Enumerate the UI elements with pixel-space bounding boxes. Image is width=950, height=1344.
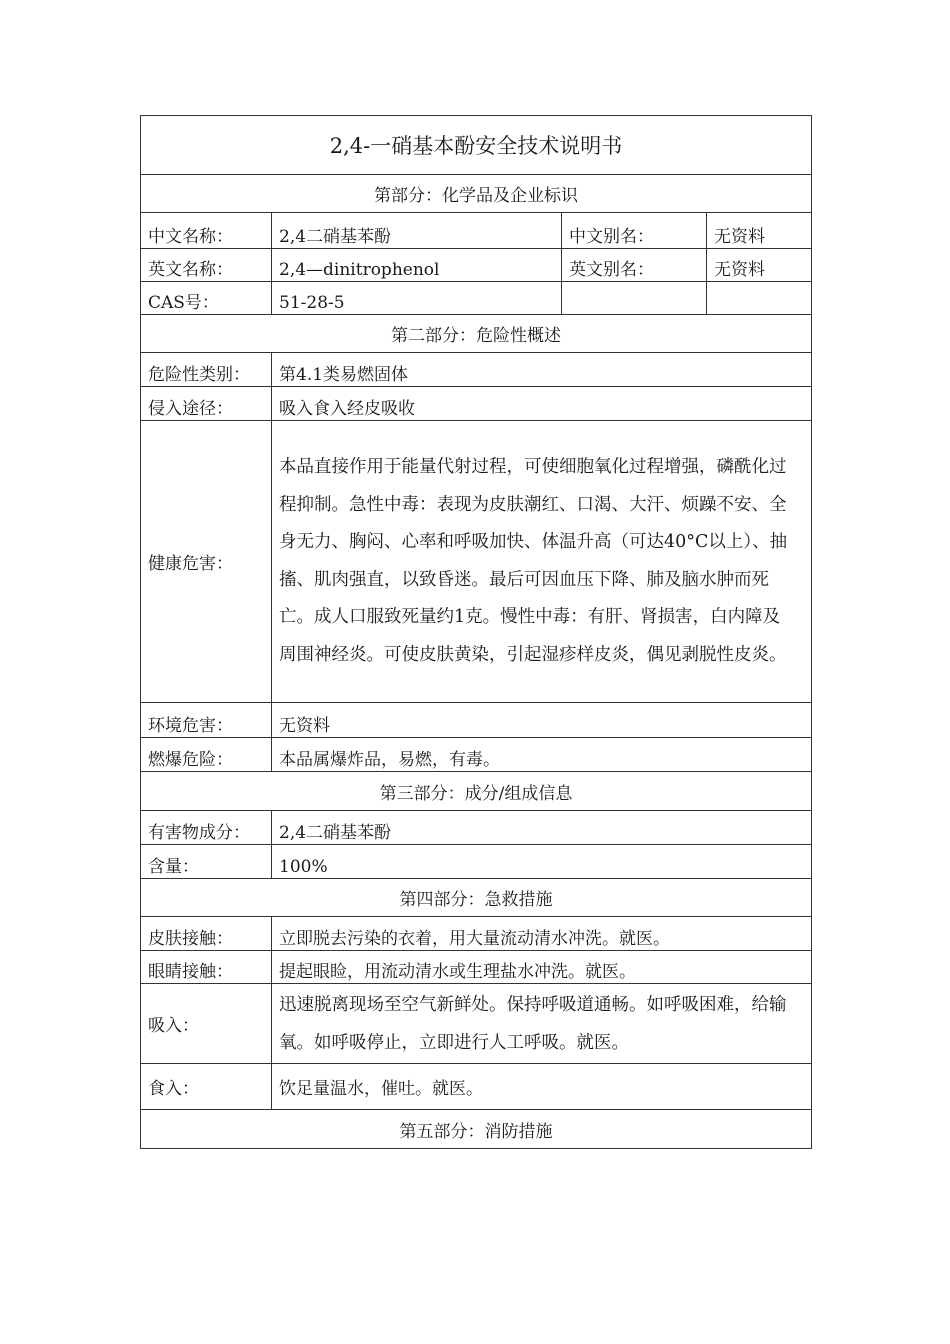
value-chinese-alias: 无资料 xyxy=(706,213,811,248)
row-environmental-hazard xyxy=(141,703,811,738)
row-hazardous-component xyxy=(141,811,811,845)
value-english-name: 2,4—dinitrophenol xyxy=(271,249,561,281)
label-ingestion: 食入： xyxy=(148,1079,199,1099)
label-environmental-hazard: 环境危害： xyxy=(148,716,233,736)
label-english-name: 英文名称： xyxy=(148,260,233,280)
section-heading-part5: 第五部分：消防措施 xyxy=(141,1110,811,1149)
empty-cell xyxy=(561,282,706,314)
row-skin-contact xyxy=(141,917,811,951)
row-fire-explosion-hazard xyxy=(141,738,811,772)
document-title: 2,4-一硝基本酚安全技术说明书 xyxy=(141,116,811,175)
row-ingestion xyxy=(141,1064,811,1110)
label-chinese-alias: 中文别名： xyxy=(561,213,706,248)
value-entry-route: 吸入食入经皮吸收 xyxy=(271,387,811,420)
row-eye-contact xyxy=(141,951,811,984)
empty-cell xyxy=(706,282,811,314)
section-heading-part2: 第二部分：危险性概述 xyxy=(141,315,811,353)
row-inhalation xyxy=(141,984,811,1064)
value-english-alias: 无资料 xyxy=(706,249,811,281)
value-chinese-name: 2,4二硝基苯酚 xyxy=(271,213,561,248)
value-hazard-class: 第4.1类易燃固体 xyxy=(271,353,811,386)
label-chinese-name: 中文名称： xyxy=(148,227,233,247)
value-hazardous-component: 2,4二硝基苯酚 xyxy=(271,811,811,844)
label-health-hazard: 健康危害： xyxy=(148,554,233,574)
value-content: 100% xyxy=(271,845,811,878)
label-eye-contact: 眼睛接触： xyxy=(148,962,233,982)
value-ingestion: 饮足量温水，催吐。就医。 xyxy=(271,1064,811,1109)
label-hazardous-component: 有害物成分： xyxy=(148,823,250,843)
label-inhalation: 吸入： xyxy=(148,1016,199,1036)
value-health-hazard: 本品直接作用于能量代射过程，可使细胞氧化过程增强，磷酰化过程抑制。急性中毒：表现为皮肤潮红、口渴、大汗、烦躁不安、全身无力、胸闷、心率和呼吸加快、体温升高（可达40°C以上）、抽搐、肌肉强直，以致昏迷。最后可因血压下降、肺及脑水肿而死亡。成人口服致死量约1克。慢性中毒：有肝、肾损害，白内障及周围神经炎。可使皮肤黄染，引起湿疹样皮炎，偶见剥脱性皮炎。 xyxy=(271,421,811,702)
label-skin-contact: 皮肤接触： xyxy=(148,929,233,949)
section-heading-part1: 第部分：化学品及企业标识 xyxy=(141,175,811,213)
row-english-name xyxy=(141,249,811,282)
value-skin-contact: 立即脱去污染的衣着，用大量流动清水冲洗。就医。 xyxy=(271,917,811,950)
row-entry-route xyxy=(141,387,811,421)
label-fire-explosion-hazard: 燃爆危险： xyxy=(148,750,233,770)
label-cas-number: CAS号： xyxy=(148,293,219,313)
value-eye-contact: 提起眼睑，用流动清水或生理盐水冲洗。就医。 xyxy=(271,951,811,983)
row-content xyxy=(141,845,811,879)
label-content: 含量： xyxy=(148,857,199,877)
row-cas-number xyxy=(141,282,811,315)
value-inhalation: 迅速脱离现场至空气新鲜处。保持呼吸道通畅。如呼吸困难，给输氧。如呼吸停止，立即进行人工呼吸。就医。 xyxy=(271,984,811,1063)
label-hazard-class: 危险性类别： xyxy=(148,365,250,385)
row-chinese-name xyxy=(141,213,811,249)
section-heading-part4: 第四部分：急救措施 xyxy=(141,879,811,917)
row-hazard-class xyxy=(141,353,811,387)
msds-table xyxy=(140,115,812,1149)
section-heading-part3: 第三部分：成分/组成信息 xyxy=(141,772,811,811)
row-health-hazard xyxy=(141,421,811,703)
value-fire-explosion-hazard: 本品属爆炸品，易燃，有毒。 xyxy=(271,738,811,771)
label-english-alias: 英文别名： xyxy=(561,249,706,281)
value-cas-number: 51-28-5 xyxy=(271,282,561,314)
value-environmental-hazard: 无资料 xyxy=(271,703,811,737)
label-entry-route: 侵入途径： xyxy=(148,399,233,419)
